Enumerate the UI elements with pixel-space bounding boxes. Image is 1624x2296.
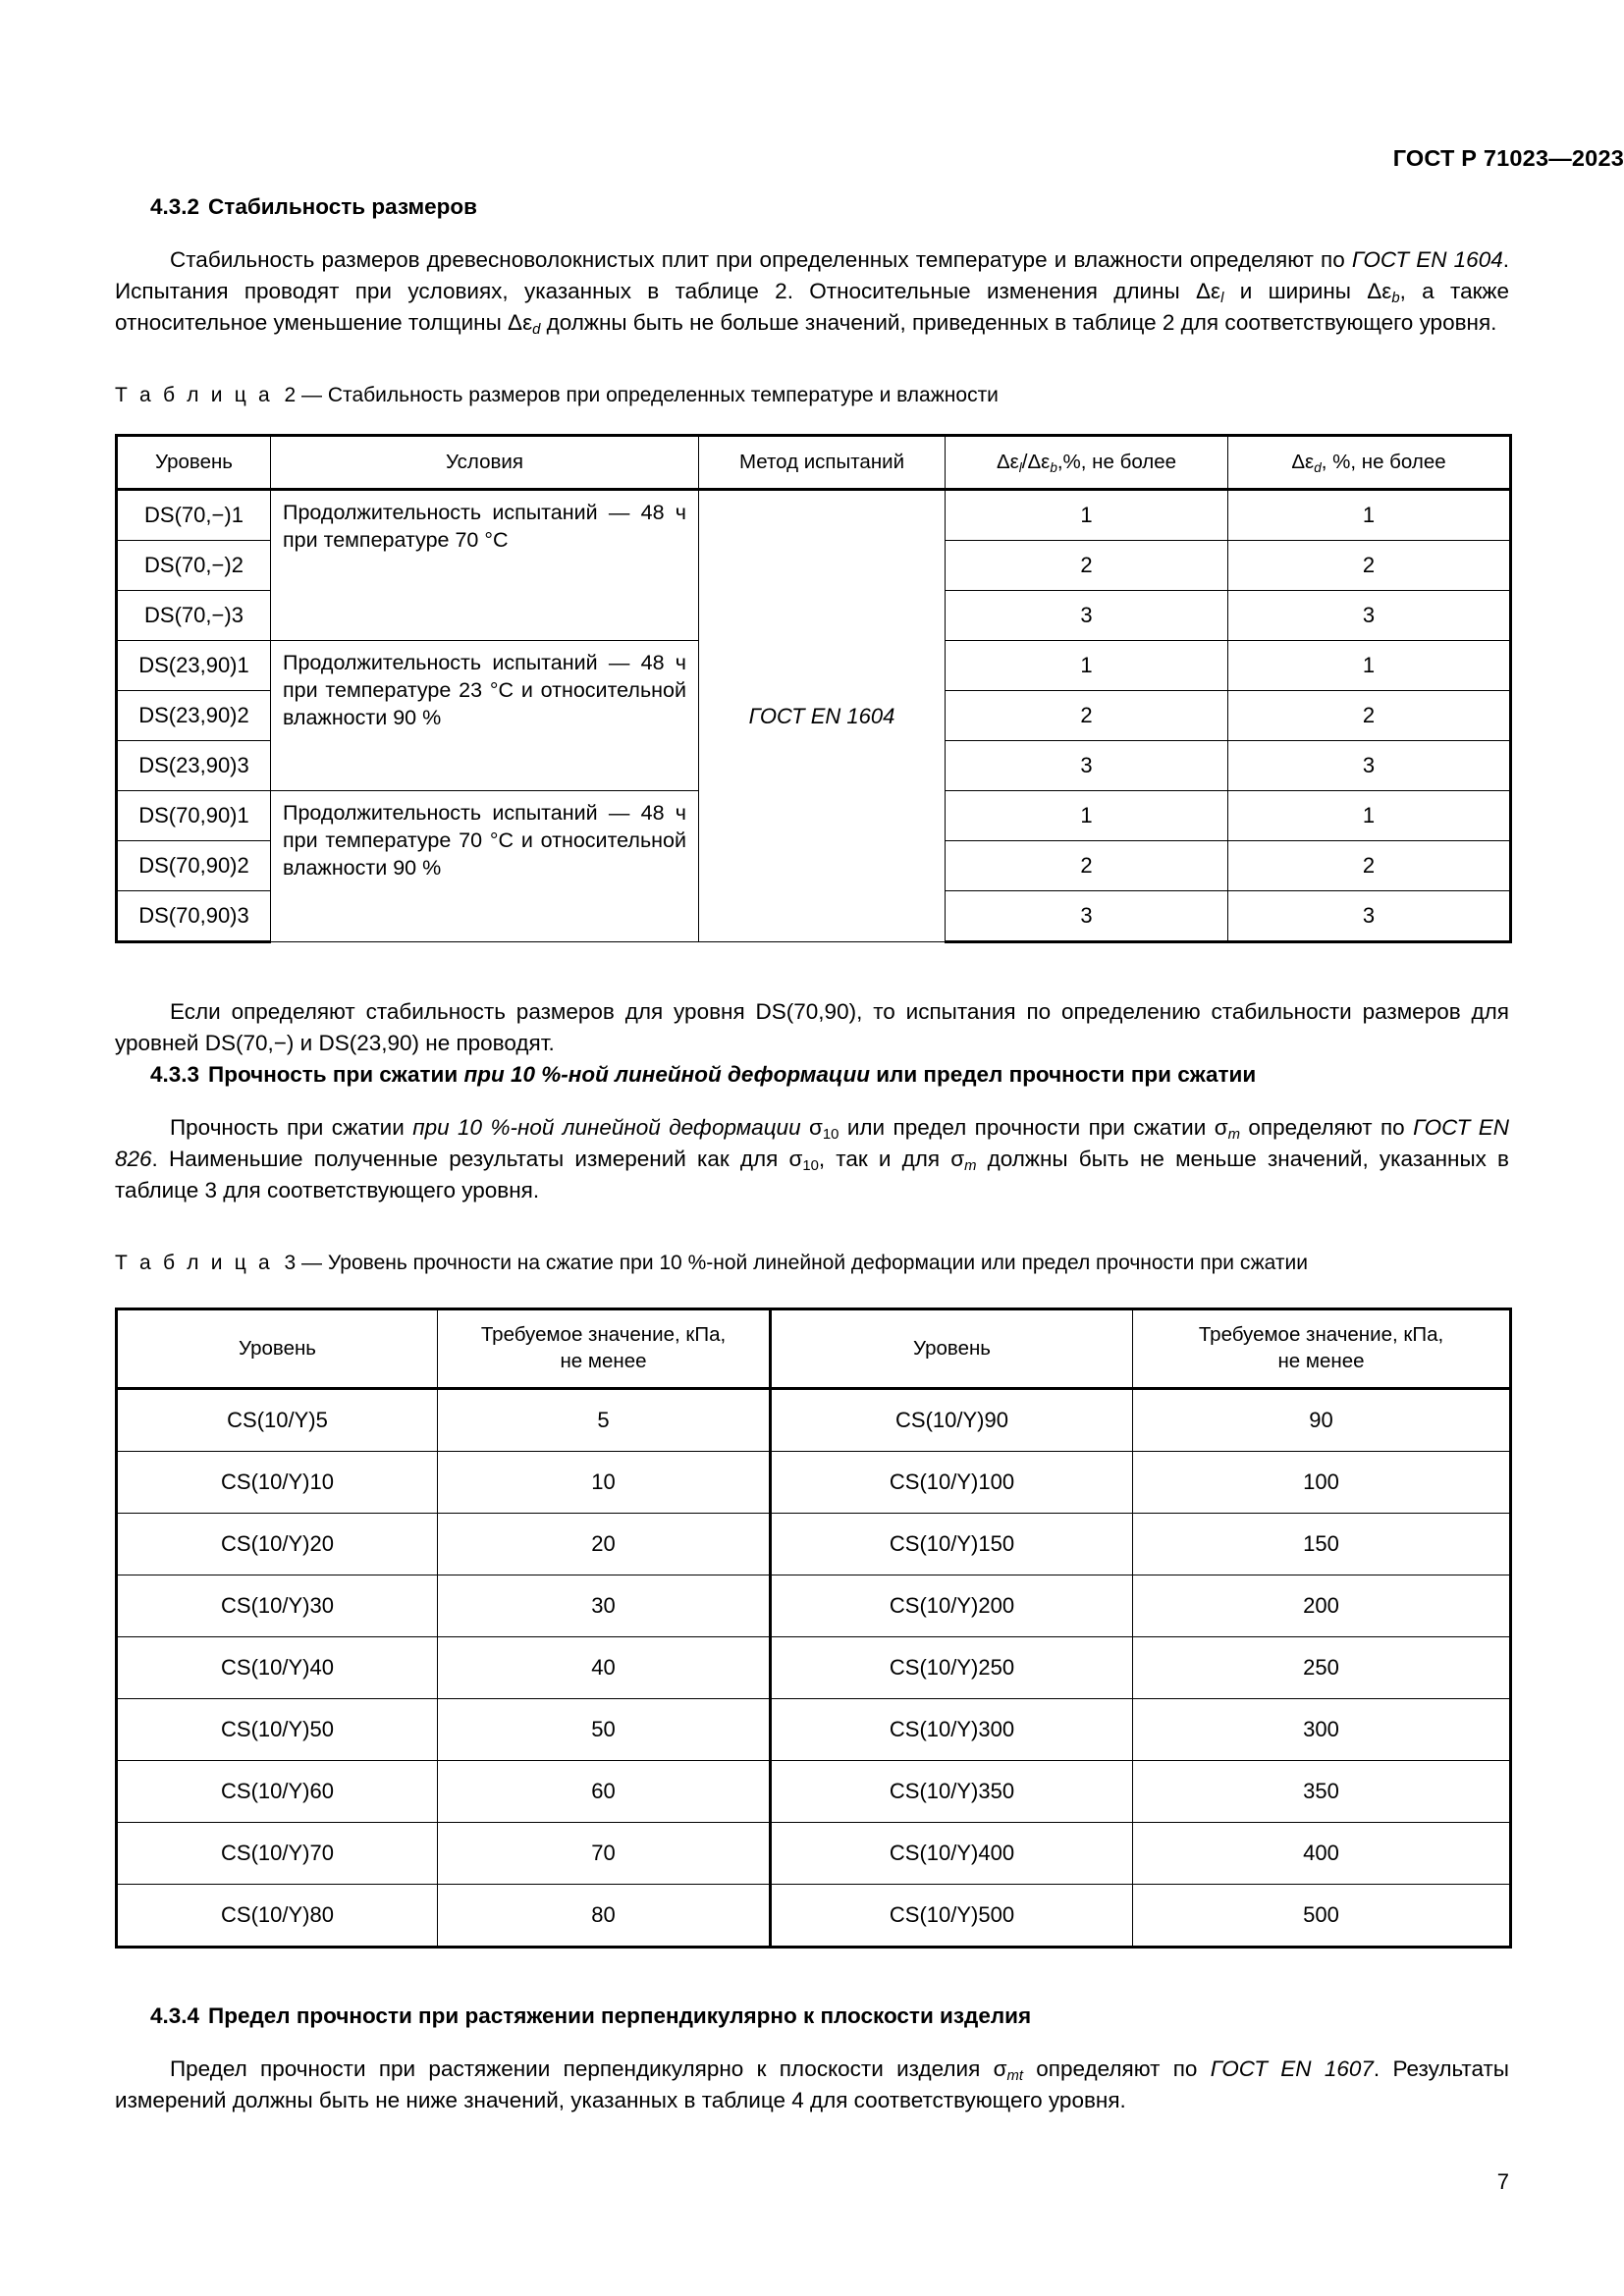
p432-t2: . Испытания проводят при условиях, указанных в таблице 2. Относительные изменения длины: [115, 247, 1509, 304]
p433-symbol-sigma-10: $\sigma_{10}$: [809, 1114, 839, 1143]
p433-symbol-sigma-10-b: $\sigma_{10}$: [788, 1146, 819, 1174]
table-row: [117, 1636, 1511, 1698]
heading-4-3-2-number: 4.3.2: [150, 194, 200, 219]
table3-level-right: CS(10/Y)90: [771, 1388, 1133, 1451]
table3-value-right: 400: [1133, 1822, 1511, 1884]
table2-value-lb: 3: [946, 741, 1228, 791]
table2-th-delta-lb: $\Delta\varepsilon_l/\Delta\varepsilon_b,\%$, не более: [946, 436, 1228, 490]
p433-t5: , так и для: [818, 1146, 951, 1171]
table3-value-left: 5: [438, 1388, 771, 1451]
table3-level-left: CS(10/Y)50: [117, 1698, 438, 1760]
table2-value-d: 1: [1228, 641, 1511, 691]
heading-4-3-3-t2: или предел прочности при сжатии: [869, 1061, 1257, 1087]
table2-value-d: 2: [1228, 841, 1511, 891]
table-row: [117, 1513, 1511, 1575]
table3-level-left: CS(10/Y)70: [117, 1822, 438, 1884]
table2-value-d: 1: [1228, 791, 1511, 841]
p434-ref-1607: ГОСТ EN 1607: [1210, 2056, 1374, 2082]
table3-level-right: CS(10/Y)300: [771, 1698, 1133, 1760]
table3-level-left: CS(10/Y)40: [117, 1636, 438, 1698]
table2-value-lb: 1: [946, 641, 1228, 691]
table3-th-level-left: Уровень: [117, 1308, 438, 1388]
table2-value-lb: 1: [946, 791, 1228, 841]
heading-4-3-3: [115, 1060, 1509, 1089]
table2-level: DS(70,90)1: [117, 791, 271, 841]
table-row: [117, 1451, 1511, 1513]
heading-4-3-3-t1: Прочность при сжатии: [208, 1061, 464, 1087]
table3-level-right: CS(10/Y)350: [771, 1760, 1133, 1822]
table-row: [117, 1388, 1511, 1451]
table3-level-right: CS(10/Y)400: [771, 1822, 1133, 1884]
table2-level: DS(23,90)3: [117, 741, 271, 791]
table3-level-left: CS(10/Y)30: [117, 1575, 438, 1636]
heading-4-3-4-title: Предел прочности при растяжении перпендикулярно к плоскости изделия: [208, 2002, 1032, 2028]
p432-symbol-delta-eps-d: $\Delta\varepsilon_d$: [508, 310, 541, 339]
p433-symbol-sigma-m-b: $\sigma_m$: [950, 1146, 977, 1174]
table2-value-lb: 3: [946, 591, 1228, 641]
page-number: 7: [1496, 2169, 1509, 2194]
p432-ref-1604: ГОСТ EN 1604: [1351, 247, 1503, 273]
p433-t3: определяют по: [1240, 1114, 1414, 1140]
table2-value-lb: 1: [946, 490, 1228, 541]
table2-value-lb: 2: [946, 691, 1228, 741]
table2-value-lb: 3: [946, 891, 1228, 942]
table-row: [117, 490, 1511, 541]
table2-caption-text: Стабильность размеров при определенных температуре и влажности: [327, 384, 999, 407]
table3-value-left: 80: [438, 1884, 771, 1947]
p432-t3: и ширины: [1223, 279, 1368, 304]
standard-reference: ГОСТ Р 71023—2023: [1392, 145, 1624, 171]
p434-t2: определяют по: [1022, 2056, 1211, 2082]
table2-method: ГОСТ EN 1604: [699, 490, 946, 942]
table3-level-right: CS(10/Y)250: [771, 1636, 1133, 1698]
p433-italic: при 10 %-ной линейной деформации: [412, 1114, 801, 1140]
table2-condition: Продолжительность испытаний — 48 ч при температуре 70 °C и относительной влажности 90 %: [271, 791, 699, 942]
table3-th-value-right: Требуемое значение, кПа, не менее: [1133, 1308, 1511, 1388]
table3-value-right: 250: [1133, 1636, 1511, 1698]
table3-value-left: 30: [438, 1575, 771, 1636]
table2-level: DS(70,90)2: [117, 841, 271, 891]
table2-value-lb: 2: [946, 841, 1228, 891]
table3-value-right: 350: [1133, 1760, 1511, 1822]
table3-value-left: 70: [438, 1822, 771, 1884]
p433-t2: или предел прочности при сжатии: [839, 1114, 1215, 1140]
p433-ref-826: ГОСТ EN 826: [115, 1114, 1510, 1171]
table3-caption-number: 3: [284, 1251, 297, 1274]
table3-level-left: CS(10/Y)5: [117, 1388, 438, 1451]
table2-caption: [115, 382, 1509, 410]
p432-t1: Стабильность размеров древесноволокнистых плит при определенных температуре и влажности определяют по: [170, 247, 1352, 273]
p433-t4: . Наименьшие полученные результаты измерений как для: [151, 1146, 789, 1171]
heading-4-3-3-number: 4.3.3: [150, 1061, 200, 1087]
table3-caption-label: Т а б л и ц а: [115, 1251, 273, 1274]
heading-4-3-2: [115, 192, 1509, 221]
table3-caption-text: Уровень прочности на сжатие при 10 %-ной линейной деформации или предел прочности при сжатии: [327, 1251, 1308, 1274]
table3-level-right: CS(10/Y)100: [771, 1451, 1133, 1513]
p432-t5: должны быть не больше значений, приведенных в таблице 2 для соответствующего уровня.: [540, 310, 1497, 336]
table2-value-d: 2: [1228, 691, 1511, 741]
table-row: [117, 1575, 1511, 1636]
table3-value-left: 50: [438, 1698, 771, 1760]
table3-value-right: 100: [1133, 1451, 1511, 1513]
paragraph-4-3-2: [115, 244, 1509, 339]
table-row: [117, 1884, 1511, 1947]
table3-value-right: 200: [1133, 1575, 1511, 1636]
page-content: [115, 192, 1509, 2116]
heading-4-3-4-number: 4.3.4: [150, 2002, 200, 2028]
table3-value-right: 500: [1133, 1884, 1511, 1947]
heading-4-3-2-title: Стабильность размеров: [208, 194, 477, 219]
p433-t6: должны быть не меньше значений, указанных в таблице 3 для соответствующего уровня.: [115, 1146, 1509, 1202]
table3-value-right: 300: [1133, 1698, 1511, 1760]
table2-level: DS(70,−)3: [117, 591, 271, 641]
table3-level-right: CS(10/Y)150: [771, 1513, 1133, 1575]
heading-4-3-4: [115, 2002, 1509, 2030]
table2-value-d: 2: [1228, 541, 1511, 591]
table2-level: DS(70,−)2: [117, 541, 271, 591]
p434-symbol-sigma-mt: $\sigma_{mt}$: [993, 2056, 1023, 2085]
table2-value-d: 3: [1228, 591, 1511, 641]
table2-value-d: 3: [1228, 891, 1511, 942]
table3-caption: [115, 1250, 1509, 1278]
table3-header-row: [117, 1308, 1511, 1388]
table3-value-left: 40: [438, 1636, 771, 1698]
table2-condition: Продолжительность испытаний — 48 ч при температуре 23 °C и относительной влажности 90 %: [271, 641, 699, 791]
table2-value-d: 3: [1228, 741, 1511, 791]
table2-value-d: 1: [1228, 490, 1511, 541]
table3-level-left: CS(10/Y)10: [117, 1451, 438, 1513]
table3-value-right: 150: [1133, 1513, 1511, 1575]
p432-symbol-delta-eps-b: $\Delta\varepsilon_b$: [1367, 279, 1400, 307]
running-header: [230, 145, 1624, 172]
p433-t1: Прочность при сжатии: [170, 1114, 413, 1140]
table2-level: DS(23,90)2: [117, 691, 271, 741]
table-row: [117, 1698, 1511, 1760]
p434-t3: . Результаты измерений должны быть не ниже значений, указанных в таблице 4 для соответствующего уровня.: [115, 2056, 1509, 2113]
table2-condition: Продолжительность испытаний — 48 ч при температуре 70 °C: [271, 490, 699, 641]
table2-level: DS(70,−)1: [117, 490, 271, 541]
table2-level: DS(23,90)1: [117, 641, 271, 691]
table2-header-row: [117, 436, 1511, 490]
table2-th-conditions: Условия: [271, 436, 699, 490]
table-row: [117, 1822, 1511, 1884]
table3-level-left: CS(10/Y)20: [117, 1513, 438, 1575]
table2-caption-label: Т а б л и ц а: [115, 384, 273, 407]
heading-4-3-3-italic: при 10 %-ной линейной деформации: [463, 1061, 870, 1087]
p434-t1: Предел прочности при растяжении перпендикулярно к плоскости изделия: [170, 2056, 994, 2082]
table2-th-method: Метод испытаний: [699, 436, 946, 490]
paragraph-after-table2: Если определяют стабильность размеров для уровня DS(70,90), то испытания по определению стабильности размеров для уровней DS(70,−) и DS(23,90) не проводят.: [115, 999, 1509, 1056]
table3-level-right: CS(10/Y)200: [771, 1575, 1133, 1636]
table-dimensional-stability: [115, 434, 1512, 943]
table3-th-value-left: Требуемое значение, кПа, не менее: [438, 1308, 771, 1388]
table3-value-left: 60: [438, 1760, 771, 1822]
table3-level-left: CS(10/Y)60: [117, 1760, 438, 1822]
table2-level: DS(70,90)3: [117, 891, 271, 942]
table2-value-lb: 2: [946, 541, 1228, 591]
table3-value-left: 20: [438, 1513, 771, 1575]
table3-th-level-right: Уровень: [771, 1308, 1133, 1388]
table3-level-right: CS(10/Y)500: [771, 1884, 1133, 1947]
table3-level-left: CS(10/Y)80: [117, 1884, 438, 1947]
p432-t4: , а также относительное уменьшение толщины: [115, 279, 1509, 336]
table3-value-right: 90: [1133, 1388, 1511, 1451]
table-row: [117, 1760, 1511, 1822]
table-compressive-strength: [115, 1308, 1512, 1949]
paragraph-4-3-3: [115, 1112, 1509, 1206]
table3-caption-dash: —: [301, 1251, 323, 1274]
table2-caption-number: 2: [284, 384, 297, 407]
table3-value-left: 10: [438, 1451, 771, 1513]
p432-symbol-delta-eps-l: $\Delta\varepsilon_l$: [1196, 279, 1224, 307]
table2-th-delta-d: $\Delta\varepsilon_d$, %, не более: [1228, 436, 1511, 490]
table2-caption-dash: —: [301, 384, 323, 407]
paragraph-4-3-4: [115, 2054, 1509, 2116]
p433-symbol-sigma-m: $\sigma_m$: [1214, 1114, 1240, 1143]
table2-th-level: Уровень: [117, 436, 271, 490]
